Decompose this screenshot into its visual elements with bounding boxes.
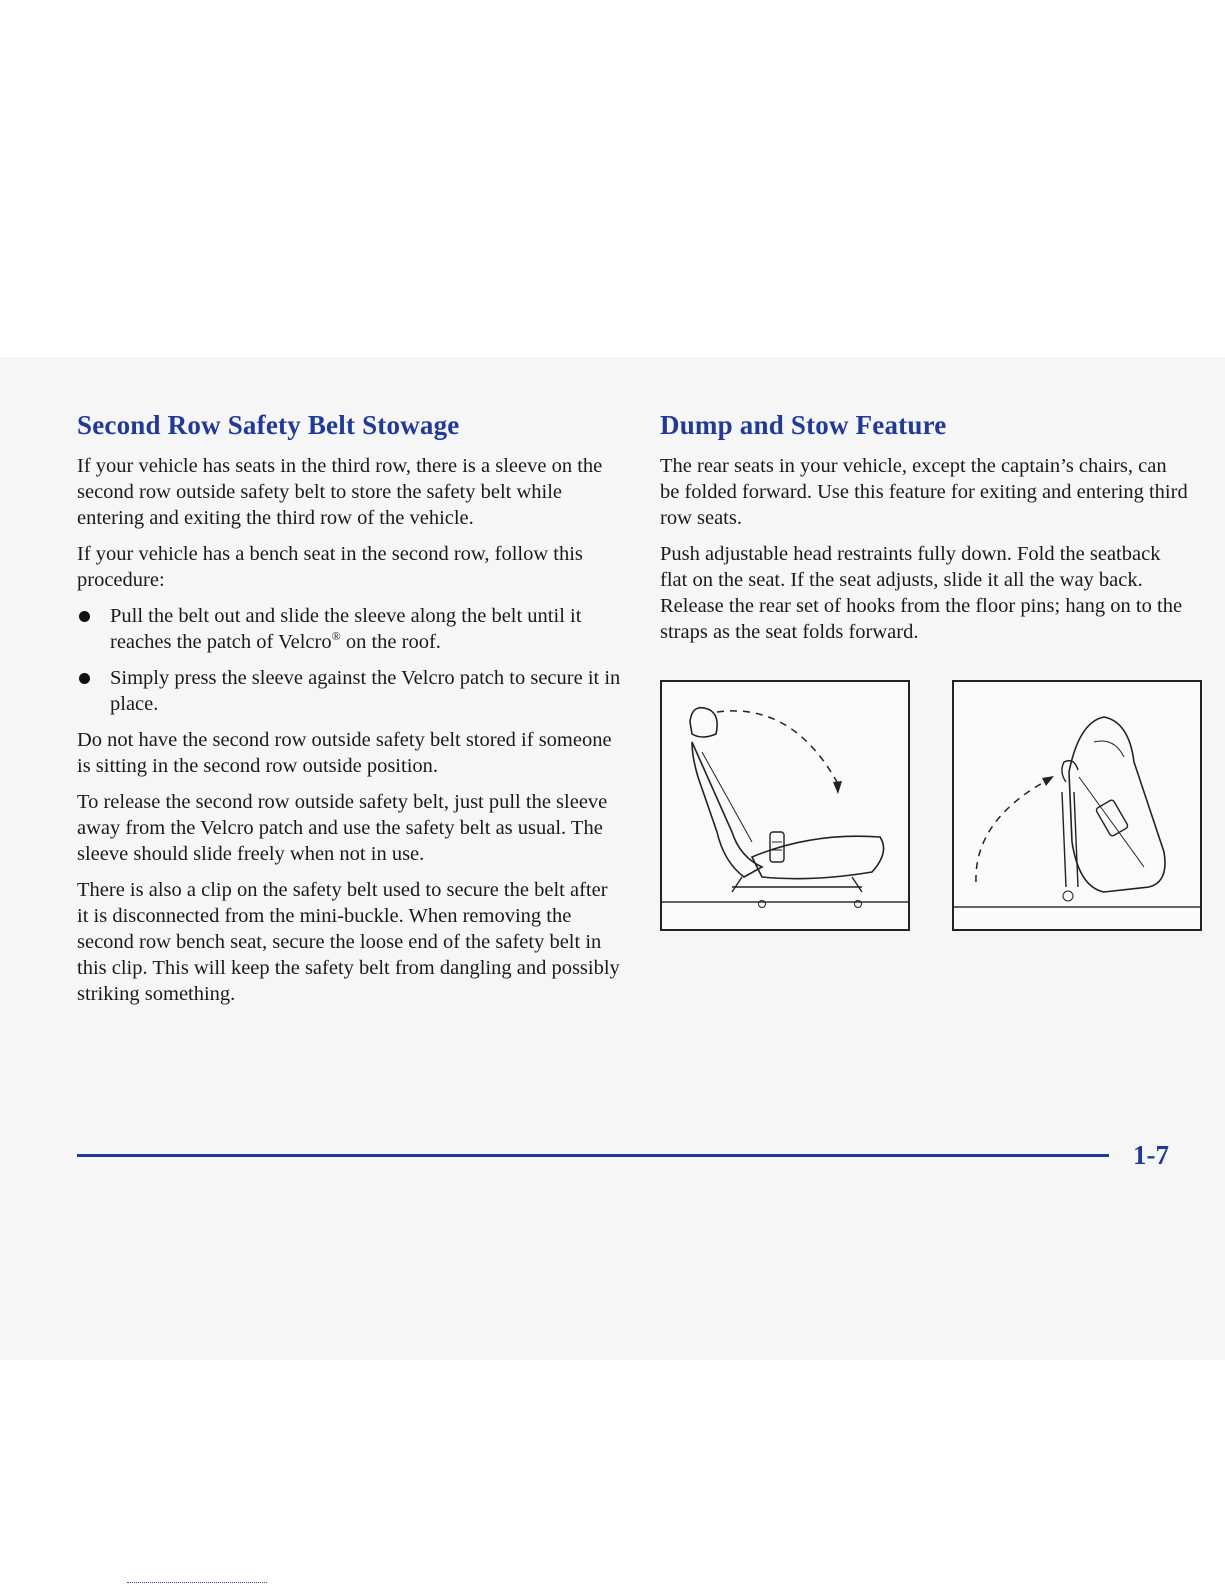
list-item-text: on the roof.: [340, 631, 441, 653]
bullet-icon: [79, 611, 90, 622]
paragraph: To release the second row outside safety belt, just pull the sleeve away from the Velcro patch and use the safety belt as usual. The sleeve should slide freely when not in use.: [77, 791, 608, 865]
figure-row: [660, 680, 1205, 935]
seat-upright-illustration: [660, 680, 910, 931]
procedure-list: [77, 603, 622, 717]
page-number: 1-7: [1133, 1140, 1169, 1170]
left-column: [77, 410, 622, 1017]
list-item: [77, 665, 622, 717]
paragraph: There is also a clip on the safety belt used to secure the belt after it is disconnected from the mini-buckle. When removing the second row bench seat, secure the loose end of the safety belt in this clip. This will keep the safety belt from dangling and possibly striking something.: [77, 879, 620, 1005]
right-column: [660, 410, 1190, 655]
paragraph: If your vehicle has a bench seat in the second row, follow this procedure:: [77, 543, 583, 591]
paragraph: Do not have the second row outside safety belt stored if someone is sitting in the second row outside position.: [77, 729, 612, 777]
paragraph: The rear seats in your vehicle, except the captain’s chairs, can be folded forward. Use this feature for exiting and entering third row seats.: [660, 455, 1188, 529]
section-heading-dump-stow: Dump and Stow Feature: [660, 410, 947, 440]
bullet-icon: [79, 673, 90, 684]
list-item-text: Pull the belt out and slide the sleeve along the belt until it reaches the patch of Velcro: [110, 605, 582, 653]
seat-folded-drawing: [954, 682, 1200, 929]
seat-folded-illustration: [952, 680, 1202, 931]
registered-mark: ®: [331, 629, 341, 644]
list-item: [77, 603, 622, 655]
divider: [127, 1582, 267, 1584]
paragraph: If your vehicle has seats in the third row, there is a sleeve on the second row outside safety belt to store the safety belt while entering and exiting the third row of the vehicle.: [77, 455, 603, 529]
list-item-text: Simply press the sleeve against the Velcro patch to secure it in place.: [110, 667, 621, 715]
paragraph: Push adjustable head restraints fully down. Fold the seatback flat on the seat. If the seat adjusts, slide it all the way back. Release the rear set of hooks from the floor pins; hang on to the straps as the seat folds forward.: [660, 543, 1183, 643]
section-heading-belt-stowage: Second Row Safety Belt Stowage: [77, 410, 460, 440]
seat-upright-drawing: [662, 682, 908, 929]
footer-rule: [77, 1154, 1109, 1157]
